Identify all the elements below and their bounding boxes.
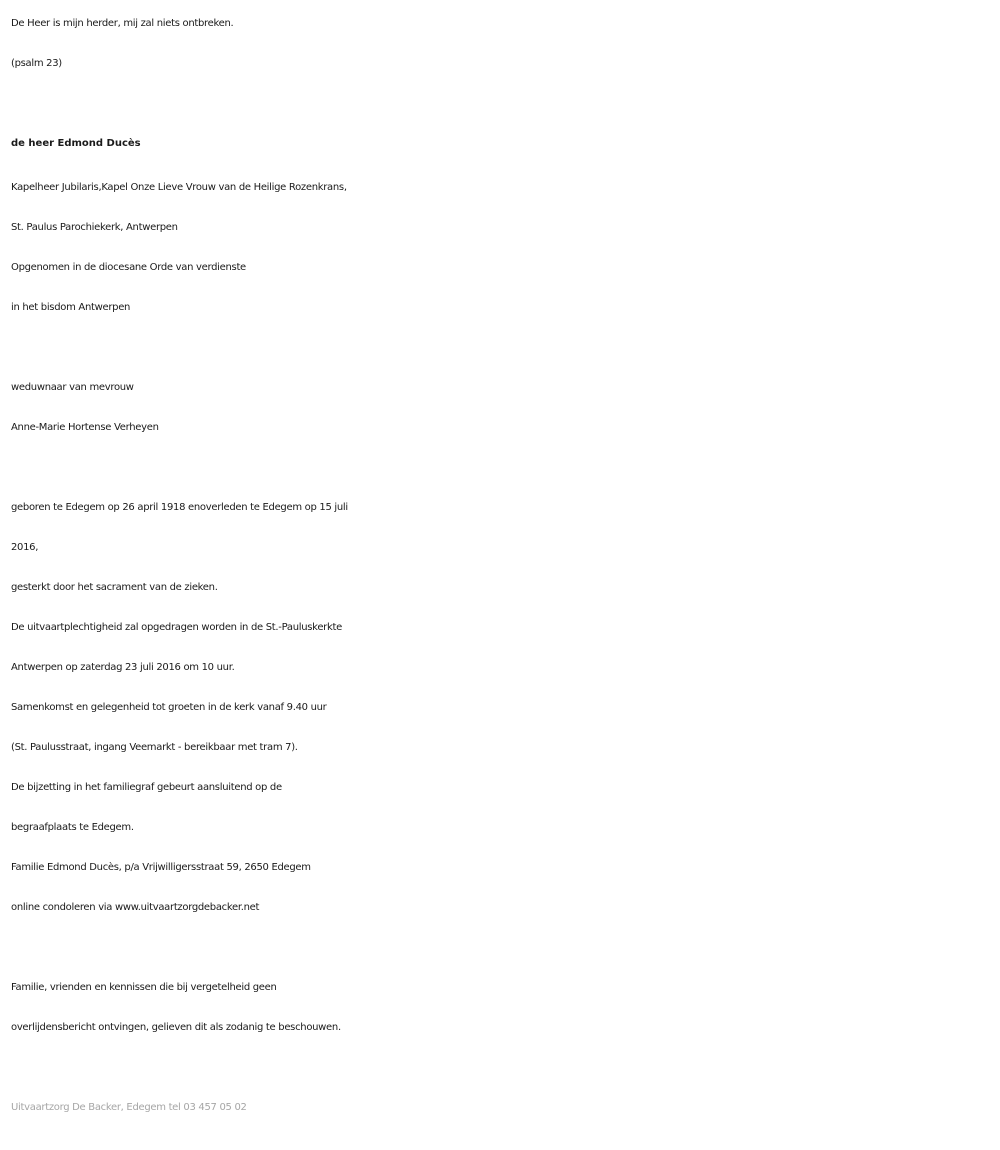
spouse-intro: weduwnaar van mevrouw [11,382,134,393]
details-line: Samenkomst en gelegenheid tot groeten in de kerk vanaf 9.40 uur [11,702,327,713]
deceased-title-line: Opgenomen in de diocesane Orde van verdienste [11,262,246,273]
details-line: De bijzetting in het familiegraf gebeurt aansluitend op de [11,782,282,793]
deceased-title-line: in het bisdom Antwerpen [11,302,131,313]
notice-line: overlijdensbericht ontvingen, gelieven dit als zodanig te beschouwen. [11,1022,341,1033]
details-line: 2016, [11,542,39,553]
psalm-quote: De Heer is mijn herder, mij zal niets ontbreken. [11,18,234,29]
spacer [11,328,991,368]
obituary-document [11,4,991,1128]
spacer [11,928,991,968]
details-line: online condoleren via www.uitvaartzorgdebacker.net [11,902,260,913]
psalm-reference: (psalm 23) [11,58,62,69]
details-line: De uitvaartplechtigheid zal opgedragen worden in de St.-Pauluskerkte [11,622,342,633]
details-line: Antwerpen op zaterdag 23 juli 2016 om 10 uur. [11,662,235,673]
spacer [11,1048,991,1088]
undertaker-footer: Uitvaartzorg De Backer, Edegem tel 03 457 05 02 [11,1102,247,1113]
details-line: (St. Paulusstraat, ingang Veemarkt - bereikbaar met tram 7). [11,742,298,753]
deceased-title-line: St. Paulus Parochiekerk, Antwerpen [11,222,178,233]
details-line: geboren te Edegem op 26 april 1918 enoverleden te Edegem op 15 juli [11,502,348,513]
spouse-name: Anne-Marie Hortense Verheyen [11,422,159,433]
details-line: begraafplaats te Edegem. [11,822,134,833]
details-line: gesterkt door het sacrament van de zieken. [11,582,218,593]
deceased-title-line: Kapelheer Jubilaris,Kapel Onze Lieve Vrouw van de Heilige Rozenkrans, [11,182,347,193]
deceased-name: de heer Edmond Ducès [11,138,141,149]
notice-line: Familie, vrienden en kennissen die bij vergetelheid geen [11,982,277,993]
details-line: Familie Edmond Ducès, p/a Vrijwilligersstraat 59, 2650 Edegem [11,862,311,873]
spacer [11,448,991,488]
